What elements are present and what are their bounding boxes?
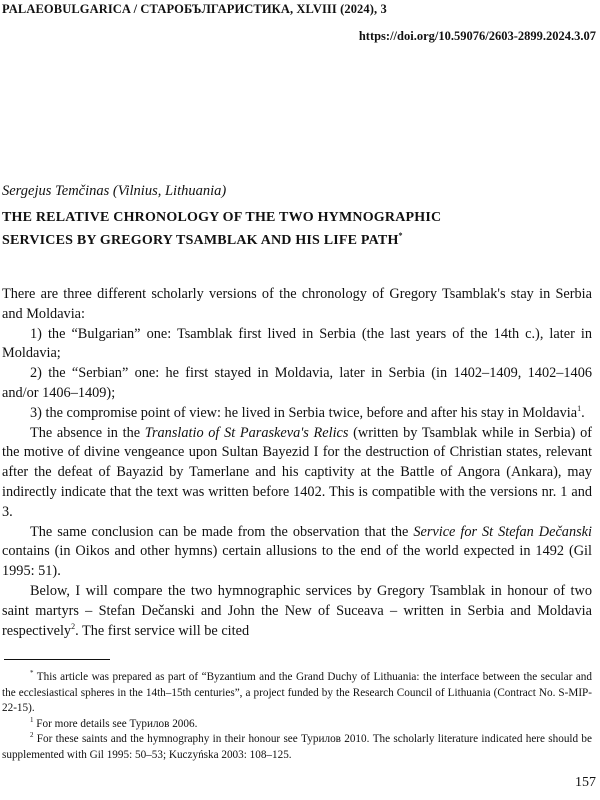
list-item-3 [2, 404, 592, 424]
title-line-2-text: SERVICES BY GREGORY TSAMBLAK AND HIS LIFE PATH [2, 233, 399, 248]
footnote-1 [2, 717, 592, 733]
footnote-star [2, 670, 592, 717]
doi-link[interactable]: https://doi.org/10.59076/2603-2899.2024.3.07 [358, 29, 596, 43]
footnote-ref-1[interactable]: 1 [577, 403, 582, 413]
footnote-ref-2[interactable]: 2 [71, 621, 76, 631]
paragraph-3-italic: Service for St Stefan Dečanski [413, 523, 592, 540]
paragraph-3-b: contains (in Oikos and other hymns) certain allusions to the end of the world expected in 1492 (Gil 1995: 51). [2, 543, 592, 580]
paragraph-3-a: The same conclusion can be made from the observation that the [30, 523, 414, 540]
article-author: Sergejus Temčinas (Vilnius, Lithuania) [2, 183, 227, 199]
page-number: 157 [575, 775, 596, 790]
paragraph-1: There are three different scholarly versions of the chronology of Gregory Tsamblak's stay in Serbia and Moldavia: [2, 286, 592, 322]
paragraph-2-b: (written by Tsamblak while in Serbia) of the motive of divine vengeance upon Sultan Bayezid I for the destruction of Christian states, relevant after the defeat of Bayazid by Tamerlane and his captivity at the Battle of Angora (Ankara), may indirectly indicate that the text was written before 1402. This is compatible with the versions nr. 1 and 3. [2, 424, 592, 520]
running-head: PALAEOBULGARICA / СТАРОБЪЛГАРИСТИКА, XLVIII (2024), 3 [2, 2, 387, 16]
footnote-star-text: This article was prepared as part of “Byzantium and the Grand Duchy of Lithuania: the interface between the secular and the ecclesiastical spheres in the 14th–15th centuries”, a project funded by the Research Council of Lithuania (Contract No. S-MIP-22-15). [2, 671, 592, 715]
article-title [2, 209, 592, 250]
list-item-3-end: . [581, 404, 585, 421]
list-item-3-text: 3) the compromise point of view: he lived in Serbia twice, before and after his stay in Moldavia [30, 404, 578, 421]
article-body [2, 285, 592, 641]
paragraph-3 [2, 523, 592, 582]
footnote-2-mark: 2 [30, 731, 34, 740]
paragraph-4-a: Below, I will compare the two hymnographic services by Gregory Tsamblak in honour of two saint martyrs – Stefan Dečanski and John the New of Suceava – written in Serbia and Moldavia respectively [2, 582, 592, 639]
paragraph-2 [2, 424, 592, 523]
paragraph-2-a: The absence in the [30, 424, 145, 441]
paragraph-4-b: . The first service will be cited [75, 622, 250, 639]
title-line-1: THE RELATIVE CHRONOLOGY OF THE TWO HYMNOGRAPHIC [2, 210, 442, 225]
footnote-1-mark: 1 [30, 715, 34, 724]
footnote-2-text: For these saints and the hymnography in their honour see Турилов 2010. The scholarly literature indicated here should be supplemented with Gil 1995: 50–53; Kuczyńska 2003: 108–125. [2, 733, 592, 761]
paragraph-4 [2, 582, 592, 641]
paragraph-2-italic: Translatio of St Paraskeva's Relics [144, 424, 349, 441]
list-item-2: 2) the “Serbian” one: he first stayed in Moldavia, later in Serbia (in 1402–1409, 1402–1406 and/or 1406–1409); [2, 365, 592, 401]
footnote-1-text: For more details see Турилов 2006. [33, 717, 198, 730]
footnote-star-mark: * [30, 669, 34, 677]
footnote-divider [4, 659, 110, 660]
footnote-2 [2, 732, 592, 763]
title-footnote-mark[interactable]: * [398, 231, 403, 240]
list-item-1: 1) the “Bulgarian” one: Tsamblak first lived in Serbia (the last years of the 14th c.), later in Moldavia; [2, 325, 592, 362]
title-line-2 [2, 227, 592, 250]
footnotes [2, 670, 592, 764]
